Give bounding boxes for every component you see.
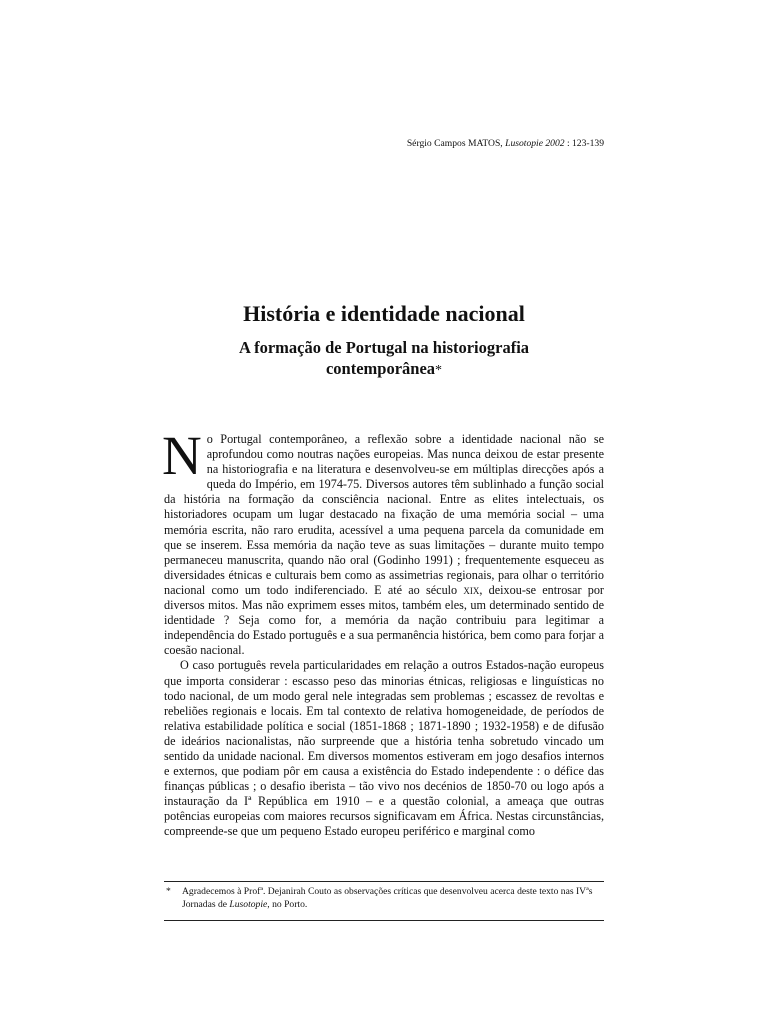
article-subtitle [190, 338, 578, 381]
running-head-author: Sérgio Campos MATOS, [406, 138, 506, 149]
footnote-text-b: , no Porto. [267, 899, 308, 910]
article-body [162, 425, 604, 840]
running-head [164, 138, 604, 150]
paragraph-1 [162, 425, 604, 658]
footnote [164, 885, 604, 911]
running-head-journal: Lusotopie 2002 [505, 138, 565, 149]
paragraph-1-text-a: o Portugal contemporâneo, a reflexão sobre a identidade nacional não se aprofundou como noutras nações europeias. Mas nunca deixou de estar presente na historiografia e na literatura e desenvolveu-se em múltiplas direcções após a queda do Império, em 1974-75. Diversos autores têm sublinhado a função social da história na formação da consciência nacional. Entre as elites intelectuais, os historiadores ocupam um lugar destacado na fixação de uma memória social – uma memória escrita, não raro erudita, acessível a uma pequena parcela da comunidade em que se inserem. Essa memória da nação teve as suas limitações – durante muito tempo permaneceu manuscrita, quando não oral (Godinho 1991) ; frequentemente esqueceu as diversidades étnicas e culturais bem como as assimetrias regionais, para olhar o território nacional como um todo indiferenciado. E até ao século [164, 432, 604, 597]
footnote-divider [164, 881, 604, 882]
drop-cap: N [162, 425, 202, 486]
century-numeral: xix [463, 582, 480, 597]
paragraph-1-text-b: , deixou-se entrosar por diversos mitos. Mas não exprimem esses mitos, também eles, um determinado sentido de identidade ? Seja como for, a memória da nação contribuiu para legitimar a independência do Estado português e a sua permanência histórica, bem como para forjar a coesão nacional. [164, 582, 604, 658]
footnote-journal: Lusotopie [229, 899, 268, 910]
article-title: História e identidade nacional [243, 301, 525, 326]
footnote-mark: * [166, 886, 171, 897]
footnote-text-a: Agradecemos à Profª. Dejanirah Couto as observações críticas que desenvolveu acerca deste texto nas IVªs Jornadas de [182, 886, 593, 910]
subtitle-footnote-mark: * [435, 362, 443, 378]
subtitle-text: A formação de Portugal na historiografia contemporânea [238, 338, 530, 378]
footnote-text [182, 885, 604, 911]
running-head-pages: : 123-139 [564, 138, 604, 149]
paragraph-2: O caso português revela particularidades em relação a outros Estados-nação europeus que importa considerar : escasso peso das minorias étnicas, religiosas e linguísticas no todo nacional, de um modo geral nele integradas sem problemas ; escassez de revoltas e rebeliões regionais e locais. Em tal contexto de relativa homogeneidade, de períodos de relativa estabilidade política e social (1851-1868 ; 1871-1890 ; 1932-1958) e de difusão de ideários nacionalistas, não surpreende que a história tenha sobretudo vincado um sentido da unidade nacional. Em diversos momentos estiveram em jogo desafios internos e externos, que podiam pôr em causa a existência do Estado independente : o défice das finanças públicas ; o desafio iberista – tão vivo nos decénios de 1850-70 ou logo após a instauração da Iª República em 1910 – e a questão colonial, a ameaça que outras potências europeias com maiores recursos significavam em África. Nestas circunstâncias, compreende-se que um pequeno Estado europeu periférico e marginal como [164, 658, 604, 839]
bottom-divider [164, 920, 604, 921]
